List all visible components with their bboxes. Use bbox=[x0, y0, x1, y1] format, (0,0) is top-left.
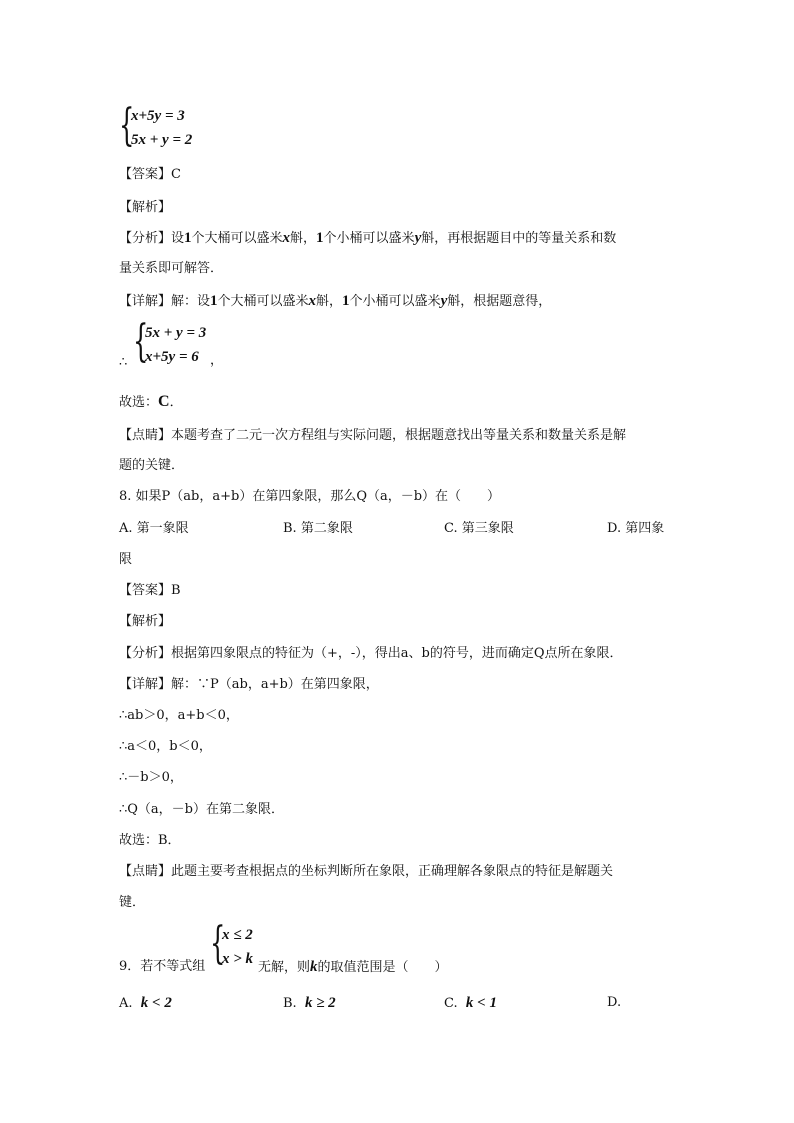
option-c: C. k < 1 bbox=[444, 995, 497, 1011]
option-d-wrap: 限 bbox=[119, 552, 133, 567]
xiangjie-line: 【详解】解：设1个大桶可以盛米x斛，1个小桶可以盛米y斛，根据题意得， bbox=[119, 293, 552, 309]
equation-line: 5x + y = 2 bbox=[131, 132, 193, 148]
analysis-heading: 【解析】 bbox=[119, 200, 172, 215]
option-b: B. k ≥ 2 bbox=[283, 995, 336, 1011]
answer-label: 【答案】B bbox=[119, 583, 181, 598]
inequality-line: x > k bbox=[222, 951, 254, 967]
equation-line: 5x + y = 3 bbox=[145, 325, 207, 341]
option-d: D. bbox=[607, 995, 622, 1010]
brace-icon: { bbox=[210, 918, 226, 969]
brace-icon: { bbox=[119, 100, 135, 151]
question-9-suffix: 无解，则k的取值范围是（ ） bbox=[258, 959, 448, 975]
equation-line: x+5y = 6 bbox=[145, 349, 199, 365]
fenxi-line-2: 量关系即可解答． bbox=[119, 261, 224, 276]
question-8: 8. 如果P（ab，a+b）在第四象限，那么Q（a，－b）在（ ） bbox=[119, 489, 501, 504]
inequality-line: x ≤ 2 bbox=[222, 927, 253, 943]
answer-label: 【答案】C bbox=[119, 167, 181, 182]
analysis-heading: 【解析】 bbox=[119, 614, 172, 629]
equation-line: x+5y = 3 bbox=[131, 108, 185, 124]
dianjing-line: 【点睛】本题考查了二元一次方程组与实际问题，根据题意找出等量关系和数量关系是解 bbox=[119, 428, 627, 443]
question-9-prefix: 9．若不等式组 bbox=[119, 959, 206, 974]
comma: ， bbox=[210, 353, 224, 368]
option-a: A. k < 2 bbox=[119, 995, 172, 1011]
dianjing-line-2: 题的关键． bbox=[119, 458, 185, 473]
option-a: A. 第一象限 bbox=[119, 521, 189, 536]
dianjing-line: 【点睛】此题主要考查根据点的坐标判断所在象限，正确理解各象限点的特征是解题关 bbox=[119, 864, 614, 879]
solution-step: ∴a＜0，b＜0， bbox=[119, 739, 212, 754]
solution-step: ∴ab＞0，a+b＜0， bbox=[119, 708, 239, 723]
option-d: D. 第四象 bbox=[607, 521, 665, 536]
solution-step: ∴Q（a，－b）在第二象限． bbox=[119, 802, 285, 817]
choose-line: 故选：B． bbox=[119, 833, 181, 848]
brace-icon: { bbox=[133, 316, 149, 367]
fenxi-line: 【分析】设1个大桶可以盛米x斛，1个小桶可以盛米y斛，再根据题目中的等量关系和数 bbox=[119, 230, 617, 246]
solution-step: 【详解】解：∵P（ab，a+b）在第四象限， bbox=[119, 677, 379, 692]
dianjing-line-2: 键． bbox=[119, 895, 146, 910]
solution-step: ∴－b＞0， bbox=[119, 770, 183, 785]
option-c: C. 第三象限 bbox=[444, 521, 514, 536]
option-b: B. 第二象限 bbox=[283, 521, 353, 536]
therefore-symbol: ∴ bbox=[119, 355, 128, 370]
fenxi-line: 【分析】根据第四象限点的特征为（+，-），得出a、b的符号，进而确定Q点所在象限． bbox=[119, 646, 623, 661]
choose-line: 故选：C． bbox=[119, 393, 183, 410]
